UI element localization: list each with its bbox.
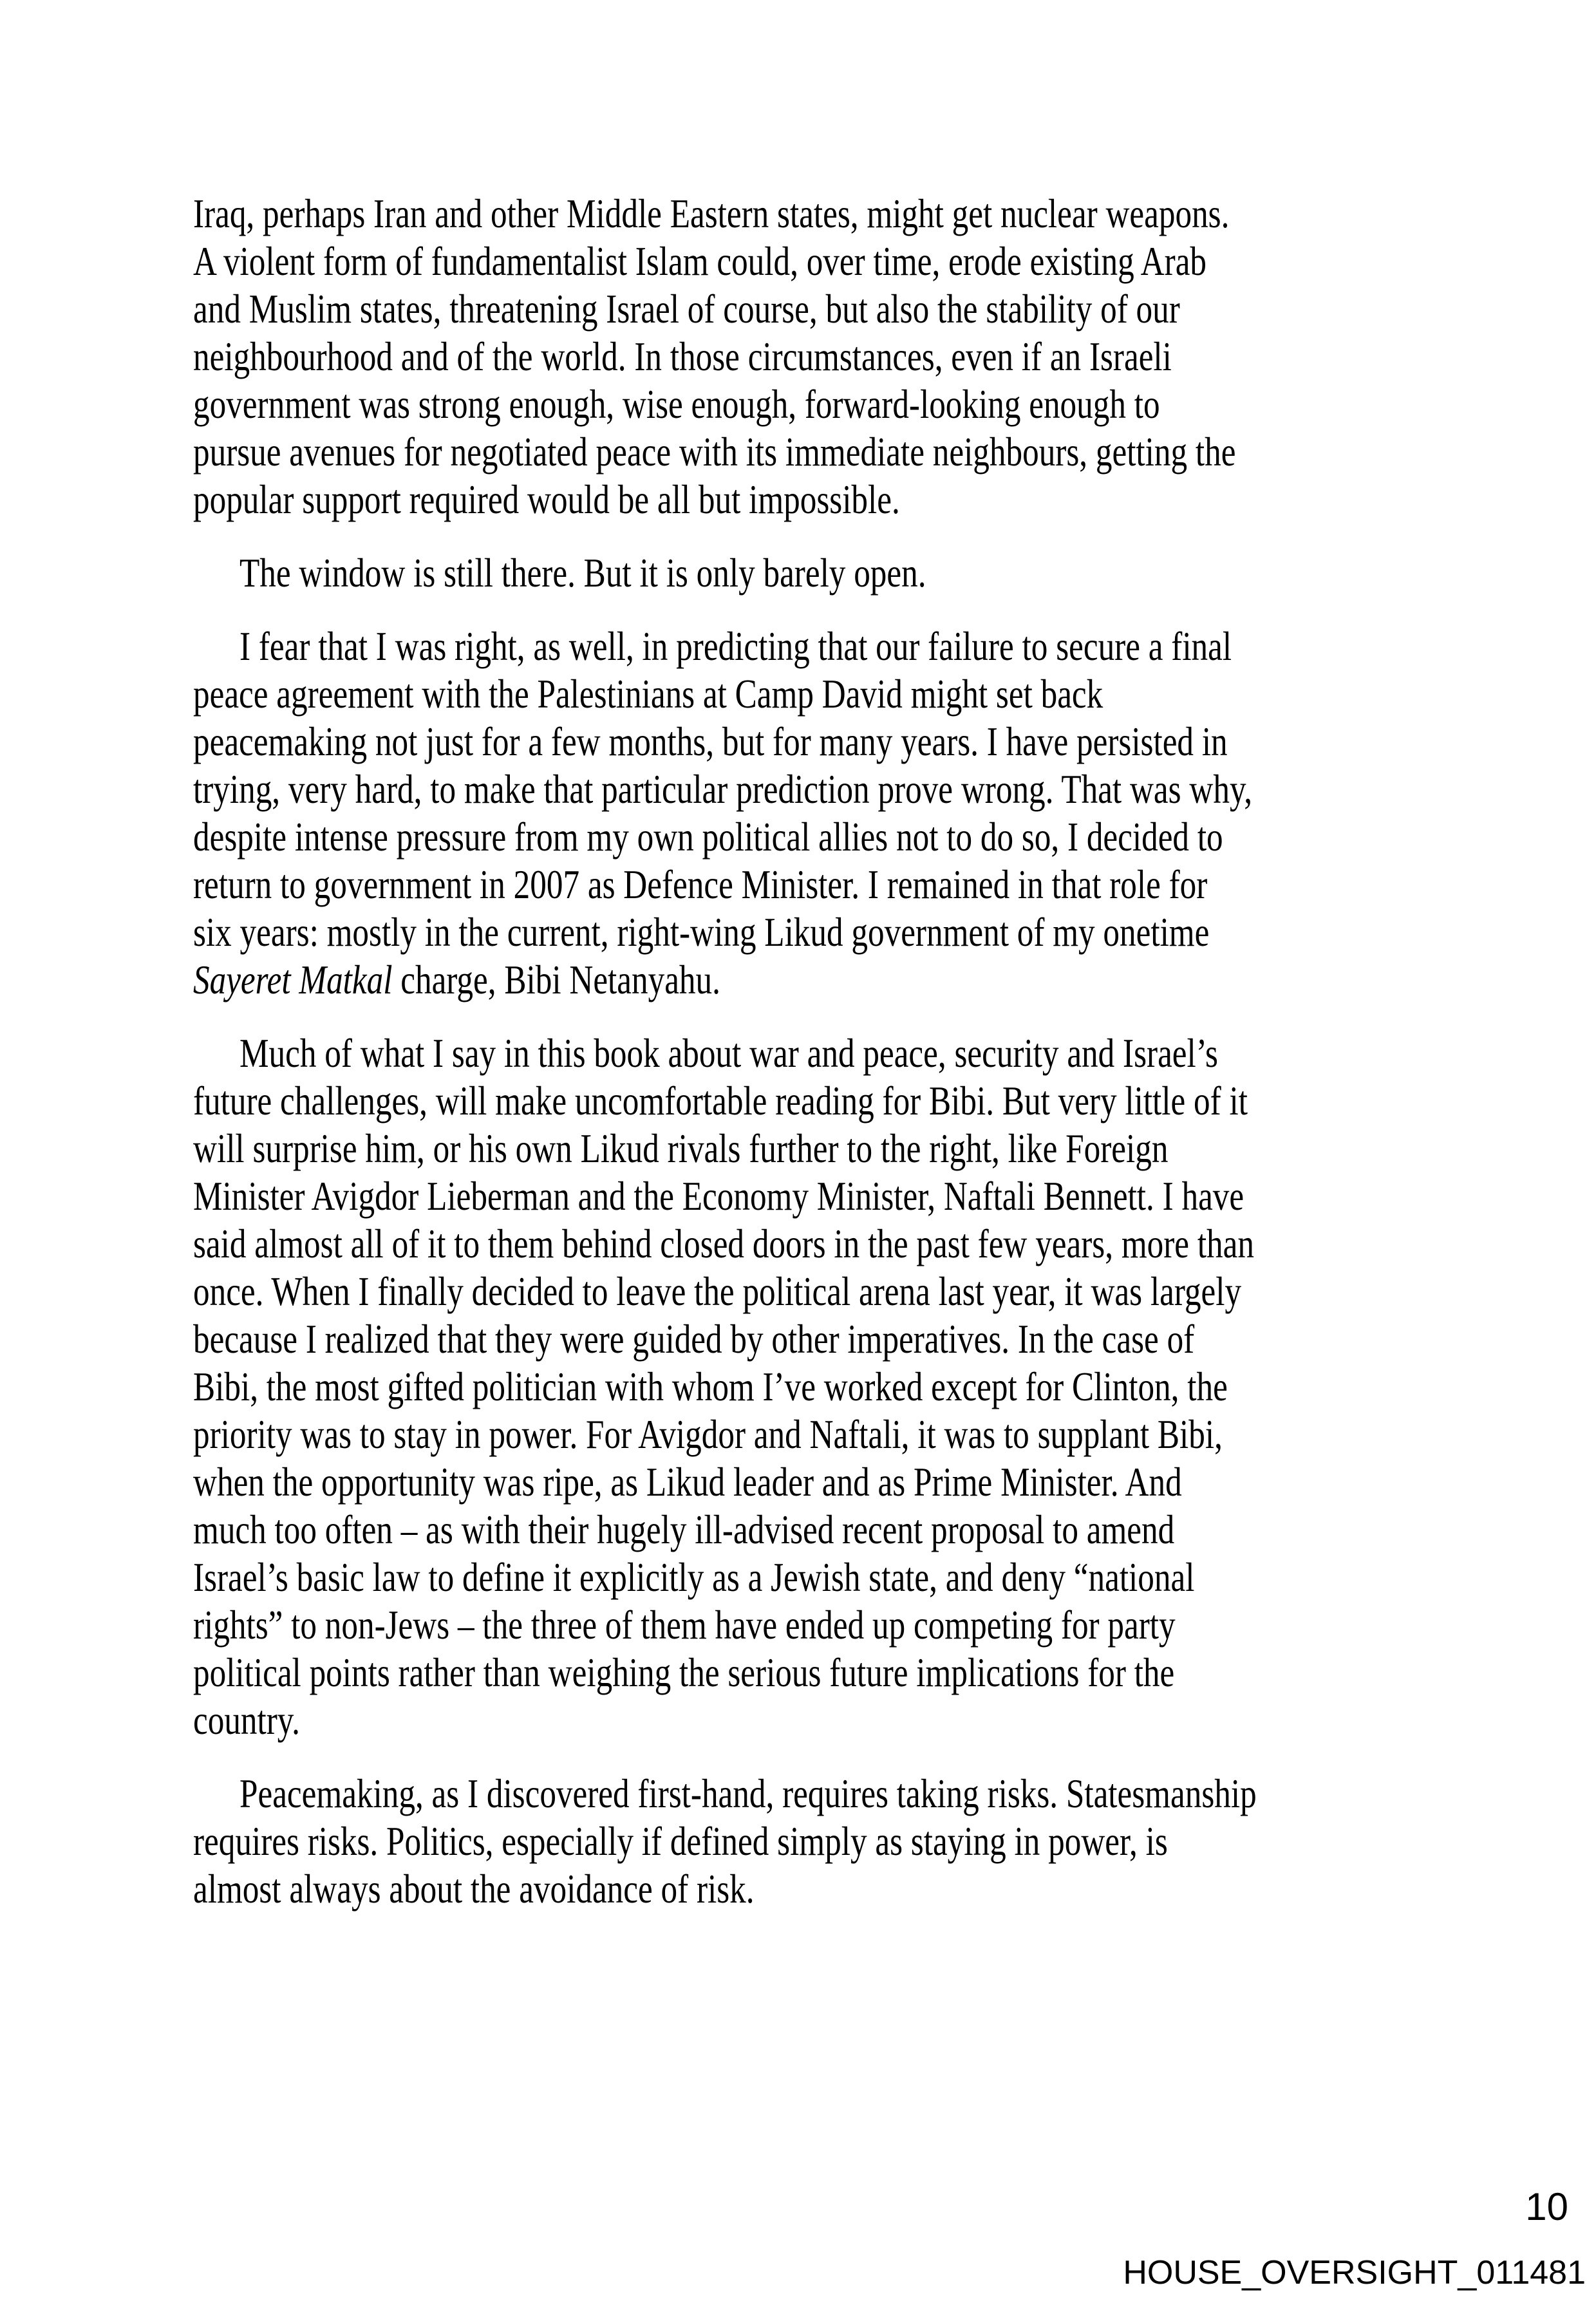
text-line: almost always about the avoidance of risk. <box>193 1866 755 1912</box>
text-line: rights” to non-Jews – the three of them have ended up competing for party <box>193 1602 1176 1648</box>
text-line: six years: mostly in the current, right-wing Likud government of my onetime <box>193 909 1210 955</box>
text-line: The window is still there. But it is only barely open. <box>239 550 926 596</box>
text-line: A violent form of fundamentalist Islam could, over time, erode existing Arab <box>193 238 1207 284</box>
text-line: I fear that I was right, as well, in predicting that our failure to secure a final <box>239 623 1232 669</box>
text-line: peace agreement with the Palestinians at Camp David might set back <box>193 671 1103 717</box>
text-line: popular support required would be all but impossible. <box>193 476 900 522</box>
text-line: return to government in 2007 as Defence Minister. I remained in that role for <box>193 861 1208 907</box>
body-text <box>193 190 1470 1913</box>
text-line: political points rather than weighing the serious future implications for the <box>193 1650 1175 1695</box>
text-line: Much of what I say in this book about war and peace, security and Israel’s <box>239 1030 1218 1076</box>
text-line: priority was to stay in power. For Avigdor and Naftali, it was to supplant Bibi, <box>193 1411 1223 1457</box>
text-line: neighbourhood and of the world. In those circumstances, even if an Israeli <box>193 334 1172 379</box>
text-line-rest: charge, Bibi Netanyahu. <box>392 957 720 1002</box>
bates-number: HOUSE_OVERSIGHT_011481 <box>1123 2254 1586 2291</box>
text-line: will surprise him, or his own Likud rivals further to the right, like Foreign <box>193 1125 1169 1171</box>
text-line: much too often – as with their hugely ill-advised recent proposal to amend <box>193 1507 1175 1552</box>
text-line: said almost all of it to them behind closed doors in the past few years, more than <box>193 1221 1254 1266</box>
text-line <box>193 956 1470 1004</box>
text-line: trying, very hard, to make that particular prediction prove wrong. That was why, <box>193 766 1253 812</box>
text-line: Minister Avigdor Lieberman and the Economy Minister, Naftali Bennett. I have <box>193 1173 1244 1219</box>
paragraph-4 <box>193 1029 1470 1744</box>
paragraph-1 <box>193 190 1470 523</box>
text-line: government was strong enough, wise enough, forward-looking enough to <box>193 381 1160 427</box>
text-line: once. When I finally decided to leave the political arena last year, it was largely <box>193 1268 1242 1314</box>
text-line: future challenges, will make uncomfortable reading for Bibi. But very little of it <box>193 1078 1248 1123</box>
page-number: 10 <box>1525 2185 1568 2228</box>
text-line: requires risks. Politics, especially if defined simply as staying in power, is <box>193 1818 1168 1864</box>
italic-book-title: Sayeret Matkal <box>193 957 393 1002</box>
text-line: despite intense pressure from my own political allies not to do so, I decided to <box>193 814 1223 860</box>
text-line: country. <box>193 1697 300 1743</box>
paragraph-5 <box>193 1770 1470 1913</box>
paragraph-2 <box>193 549 1470 597</box>
text-line: Iraq, perhaps Iran and other Middle Eastern states, might get nuclear weapons. <box>193 191 1230 236</box>
text-line: and Muslim states, threatening Israel of course, but also the stability of our <box>193 286 1180 332</box>
text-line: pursue avenues for negotiated peace with its immediate neighbours, getting the <box>193 429 1236 475</box>
text-line: peacemaking not just for a few months, but for many years. I have persisted in <box>193 719 1228 764</box>
paragraph-3 <box>193 623 1470 1004</box>
text-line: Israel’s basic law to define it explicitly as a Jewish state, and deny “national <box>193 1554 1195 1600</box>
text-line: when the opportunity was ripe, as Likud leader and as Prime Minister. And <box>193 1459 1182 1505</box>
text-line: because I realized that they were guided by other imperatives. In the case of <box>193 1316 1195 1362</box>
text-line: Peacemaking, as I discovered first-hand, requires taking risks. Statesmanship <box>239 1771 1257 1816</box>
text-line: Bibi, the most gifted politician with whom I’ve worked except for Clinton, the <box>193 1364 1228 1409</box>
